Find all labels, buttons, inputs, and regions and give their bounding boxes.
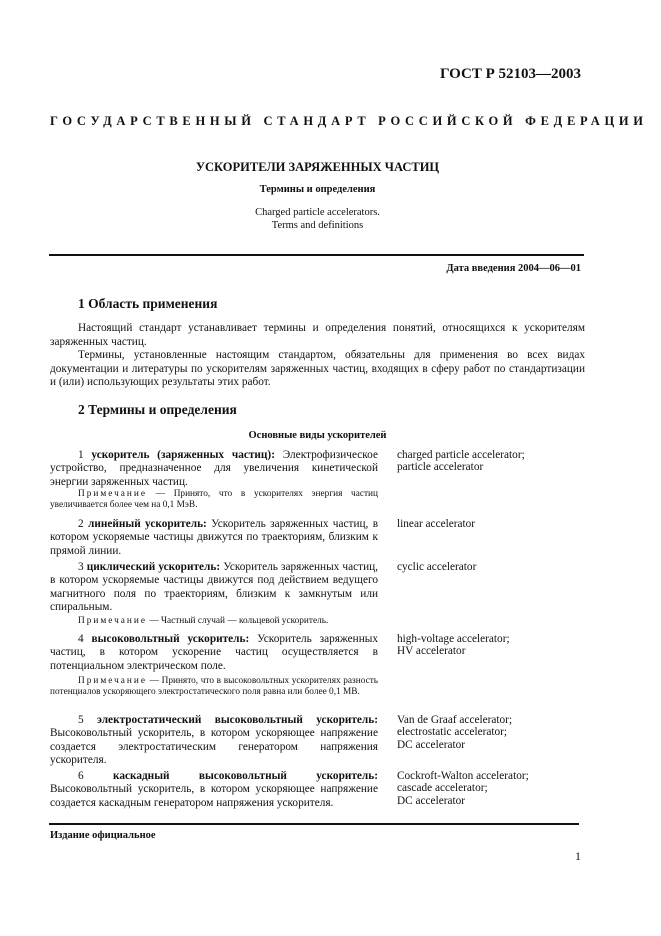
footer-rule (49, 823, 579, 825)
term-entry-1 (50, 449, 378, 489)
english-term: cascade accelerator; (397, 782, 488, 795)
section1-paragraph-2: Термины, установленные настоящим стандартом, обязательны для применения во всех видах документации и литературы по ускорителям заряженных частиц, входящих в сферу работ по стандартизации и (или) использующих результаты этих работ. (50, 349, 585, 389)
english-equivalents-3 (397, 561, 597, 573)
term-name: циклический ускоритель: (86, 561, 221, 573)
section1-heading: 1 Область применения (78, 296, 218, 311)
term-entry-5 (50, 714, 378, 768)
document-subtitle: Термины и определения (259, 184, 376, 195)
english-term: charged particle accelerator; (397, 449, 525, 461)
note-label: Примечание (78, 616, 147, 626)
english-equivalents-4 (397, 633, 597, 658)
section1-body (50, 322, 585, 390)
page-number: 1 (575, 849, 581, 863)
english-term: linear accelerator (397, 518, 476, 530)
term-entry-6 (50, 770, 378, 810)
term-name: электростатический высоковольтный ускоритель: (97, 714, 379, 726)
english-term: Van de Graaf accelerator; (397, 714, 513, 726)
note-label: Примечание (78, 489, 147, 499)
term-definition: Электрофизическое устройство, предназначенное для увеличения кинетической энергии заряженных частиц. (50, 449, 378, 488)
section2-subheading: Основные виды ускорителей (248, 430, 387, 441)
term-name: ускоритель (заряженных частиц): (91, 449, 275, 461)
org-heading: ГОСУДАРСТВЕННЫЙ СТАНДАРТ РОССИЙСКОЙ ФЕДЕРАЦИИ (50, 114, 648, 128)
term-definition: Ускоритель заряженных частиц, в котором ускорение частиц осуществляется в потенциальном электрическом поле. (50, 633, 378, 672)
note-4 (50, 676, 378, 699)
english-term: high-voltage accelerator; (397, 633, 510, 645)
english-term: particle accelerator (397, 461, 484, 474)
english-term: HV accelerator (397, 645, 466, 658)
term-definition: Ускоритель заряженных частиц, в котором ускоряемые частицы движутся по траекториям, близким к прямой линии. (50, 518, 379, 557)
term-name: высоковольтный ускоритель: (91, 633, 250, 645)
header-rule (49, 254, 584, 256)
note-3 (50, 616, 378, 627)
term-entry-3 (50, 561, 378, 615)
term-number: 3 (78, 561, 84, 573)
note-text: — Частный случай — кольцевой ускоритель. (149, 616, 329, 626)
term-entry-4 (50, 633, 378, 673)
term-definition: Высоковольтный ускоритель, в котором ускоряющее напряжение создается электростатическим генератором напряжения ускорителя. (50, 727, 378, 767)
term-definition: Ускоритель заряженных частиц, в котором ускоряемые частицы движутся под действием ведущего магнитного поля по траекториям, близким к замкнутым или спиральным. (50, 561, 378, 614)
term-entry-2 (50, 518, 378, 558)
english-equivalents-5 (397, 714, 597, 751)
english-equivalents-6 (397, 770, 597, 807)
english-term: electrostatic accelerator; (397, 726, 508, 739)
english-equivalents-1 (397, 449, 597, 474)
note-label: Примечание (78, 676, 147, 686)
english-equivalents-2 (397, 518, 597, 530)
term-name: каскадный высоковольтный ускоритель: (112, 770, 379, 782)
document-title: УСКОРИТЕЛИ ЗАРЯЖЕННЫХ ЧАСТИЦ (195, 160, 440, 174)
note-text: — Принято, что в высоковольтных ускорителях разность потенциалов ускоряющего электростатического поля равна или более 0,1 МВ. (50, 676, 379, 698)
section2-heading: 2 Термины и определения (78, 402, 237, 417)
note-1 (50, 489, 378, 512)
english-term: DC accelerator (397, 794, 466, 807)
term-number: 4 (78, 633, 84, 645)
english-title-line1: Charged particle accelerators. (255, 207, 380, 218)
introduction-date: Дата введения 2004—06—01 (446, 263, 581, 274)
term-number: 1 (78, 449, 84, 461)
term-number: 6 (78, 770, 84, 782)
term-number: 2 (78, 518, 84, 530)
official-edition-label: Издание официальное (50, 830, 156, 841)
english-term: cyclic accelerator (397, 561, 477, 573)
english-title-line2: Terms and definitions (271, 220, 364, 231)
section1-paragraph-1: Настоящий стандарт устанавливает термины и определения понятий, относящихся к ускорителям заряженных частиц. (50, 322, 585, 348)
term-definition: Высоковольтный ускоритель, в котором ускоряющее напряжение создается каскадным генератором напряжения ускорителя. (50, 783, 378, 809)
standard-number: ГОСТ Р 52103—2003 (439, 66, 581, 82)
english-term: Cockroft-Walton accelerator; (397, 770, 529, 782)
english-term: DC accelerator (397, 738, 466, 751)
english-title (50, 206, 585, 232)
note-text: — Принято, что в ускорителях энергия частиц увеличивается более чем на 0,1 МэВ. (50, 489, 378, 511)
term-number: 5 (78, 714, 84, 726)
term-name: линейный ускоритель: (88, 518, 207, 530)
